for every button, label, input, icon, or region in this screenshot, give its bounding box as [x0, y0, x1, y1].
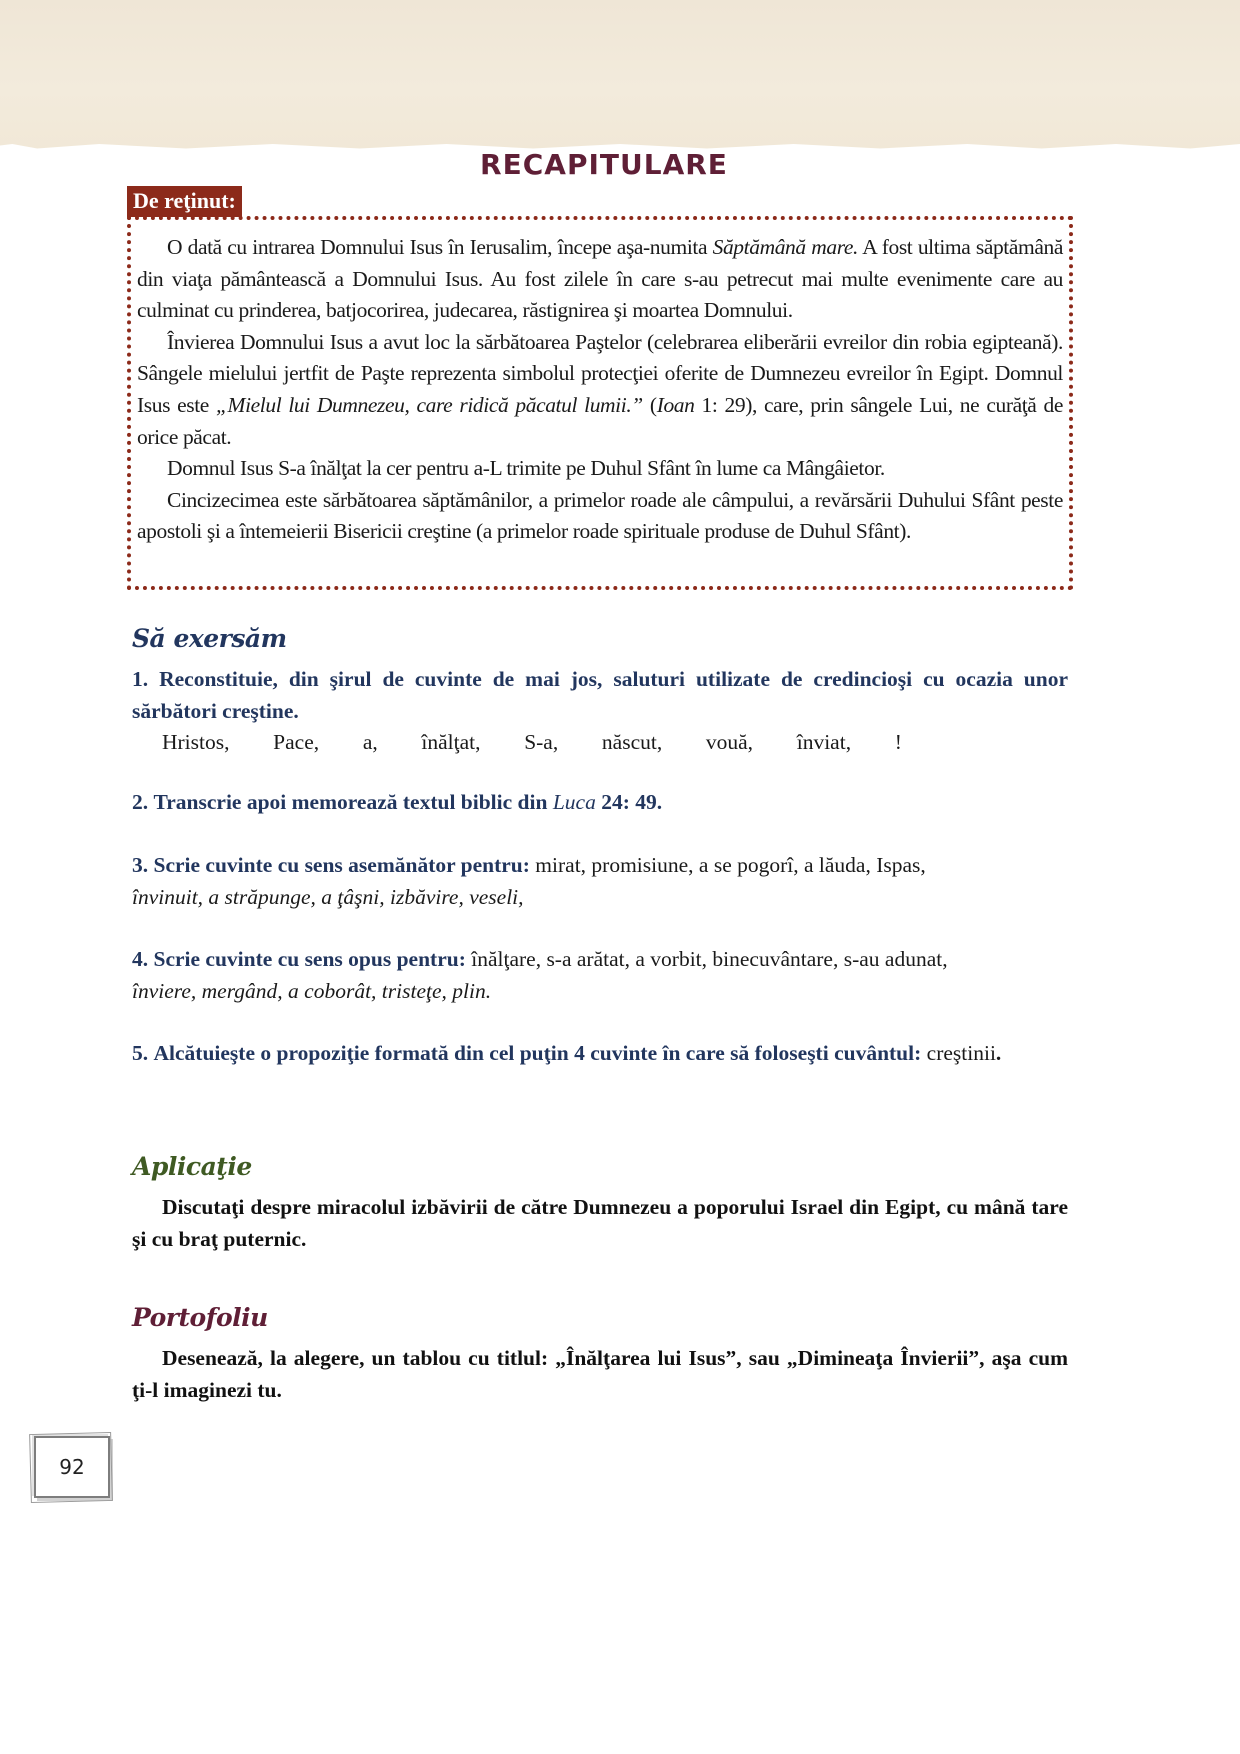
task-4-italic-words: înviere, mergând, a coborât, tristeţe, plin.: [132, 978, 492, 1003]
bible-book: Ioan: [656, 392, 695, 417]
retinut-text: Învierea Domnului Isus a avut loc la sărbătoarea Paştelor (celebrarea eliberării evreilor din robia egipteană). Sângele mielului jertfit de Paşte reprezenta simbolul protecţiei oferite de Dumnezeu evreilor în Egipt. Domnul Isus este: [137, 329, 1063, 417]
word-list: [162, 727, 902, 759]
task-2-book: Luca: [552, 790, 596, 814]
task-5-number: 5.: [132, 1041, 149, 1065]
portofoliu-text: Desenează, la alegere, un tablou cu titlul: „Înălţarea lui Isus”, sau „Dimineaţa Învierii”, aşa cum ţi-l imaginezi tu.: [132, 1346, 1068, 1402]
task-2: [132, 787, 1068, 819]
task-3-label: Scrie cuvinte cu sens asemănător pentru:: [153, 853, 530, 877]
task-1: [132, 664, 1068, 759]
retinut-paragraph-1: [137, 232, 1063, 327]
task-1-number: 1.: [132, 667, 149, 691]
word-item: !: [894, 730, 902, 755]
retinut-text: A fost ultima săptămână din viaţa pământească a Domnului Isus. Au fost zilele în care s-au petrecut mai multe evenimente care au culminat cu prinderea, batjocorirea, judecarea, răstignirea şi moartea Domnului.: [137, 235, 1063, 323]
task-2-label: [154, 790, 663, 814]
task-3-number: 3.: [132, 853, 149, 877]
task-4-number: 4.: [132, 947, 149, 971]
task-5: [132, 1038, 1068, 1070]
word-item: înviat,: [796, 730, 852, 755]
word-item: Hristos,: [162, 730, 230, 755]
aplicatie-heading: Aplicaţie: [132, 1152, 252, 1181]
task-5-label: Alcătuieşte o propoziţie formată din cel puţin 4 cuvinte în care să foloseşti cuvântul:: [153, 1041, 922, 1065]
page-number-box: [34, 1436, 110, 1498]
page-title: RECAPITULARE: [480, 148, 728, 181]
retinut-paragraph-3: Domnul Isus S-a înălţat la cer pentru a-L trimite pe Duhul Sfânt în lume ca Mângâietor.: [167, 456, 885, 481]
word-item: înălţat,: [421, 730, 481, 755]
task-5-word: creştinii: [921, 1041, 996, 1065]
bible-quote: „Mielul lui Dumnezeu, care ridică păcatul lumii.”: [216, 392, 643, 417]
retinut-text: O dată cu intrarea Domnului Isus în Ierusalim, începe aşa-numita: [167, 235, 713, 259]
aplicatie-text: Discutaţi despre miracolul izbăvirii de către Dumnezeu a poporului Israel din Egipt, cu mână tare şi cu braţ puternic.: [132, 1195, 1068, 1251]
task-3-words: mirat, promisiune, a se pogorî, a lăuda, Ispas,: [529, 853, 926, 877]
task-4: [132, 944, 1068, 1007]
exersam-heading: Să exersăm: [132, 624, 287, 653]
task-3: [132, 850, 1068, 913]
retinut-box: [127, 216, 1073, 590]
retinut-paragraph-4: Cincizecimea este sărbătoarea săptămânilor, a primelor roade ale câmpului, a revărsării Duhului Sfânt peste apostoli şi a întemeierii Bisericii creştine (a primelor roade spirituale produse de Duhul Sfânt).: [137, 487, 1063, 544]
task-2-number: 2.: [132, 790, 149, 814]
task-2-text: Transcrie apoi memorează textul biblic din: [153, 790, 553, 814]
word-item: născut,: [601, 730, 663, 755]
retinut-label: De reţinut:: [127, 186, 242, 217]
retinut-text: (: [642, 392, 657, 417]
word-item: a,: [362, 730, 378, 755]
retinut-text: 1: 29), care, prin sângele Lui, ne curăţă de orice păcat.: [137, 392, 1063, 449]
retinut-italic-term: Săptămână mare.: [712, 235, 858, 259]
task-3-italic-words: învinuit, a străpunge, a ţâşni, izbăvire, veseli,: [132, 884, 524, 909]
task-4-label: Scrie cuvinte cu sens opus pentru:: [153, 947, 466, 971]
word-item: vouă,: [705, 730, 754, 755]
word-item: S-a,: [524, 730, 559, 755]
portofoliu-heading: Portofoliu: [132, 1303, 268, 1332]
word-item: Pace,: [273, 730, 320, 755]
retinut-paragraph-2: [137, 327, 1063, 453]
task-4-words: înălţare, s-a arătat, a vorbit, binecuvântare, s-au adunat,: [465, 947, 948, 971]
header-paper-band: [0, 0, 1240, 150]
task-2-ref: 24: 49.: [595, 790, 663, 814]
task-5-end: .: [995, 1041, 1002, 1065]
task-1-label: Reconstituie, din şirul de cuvinte de mai jos, saluturi utilizate de credincioşi cu ocazia unor sărbători creştine.: [132, 667, 1068, 723]
page-number: 92: [59, 1455, 85, 1479]
